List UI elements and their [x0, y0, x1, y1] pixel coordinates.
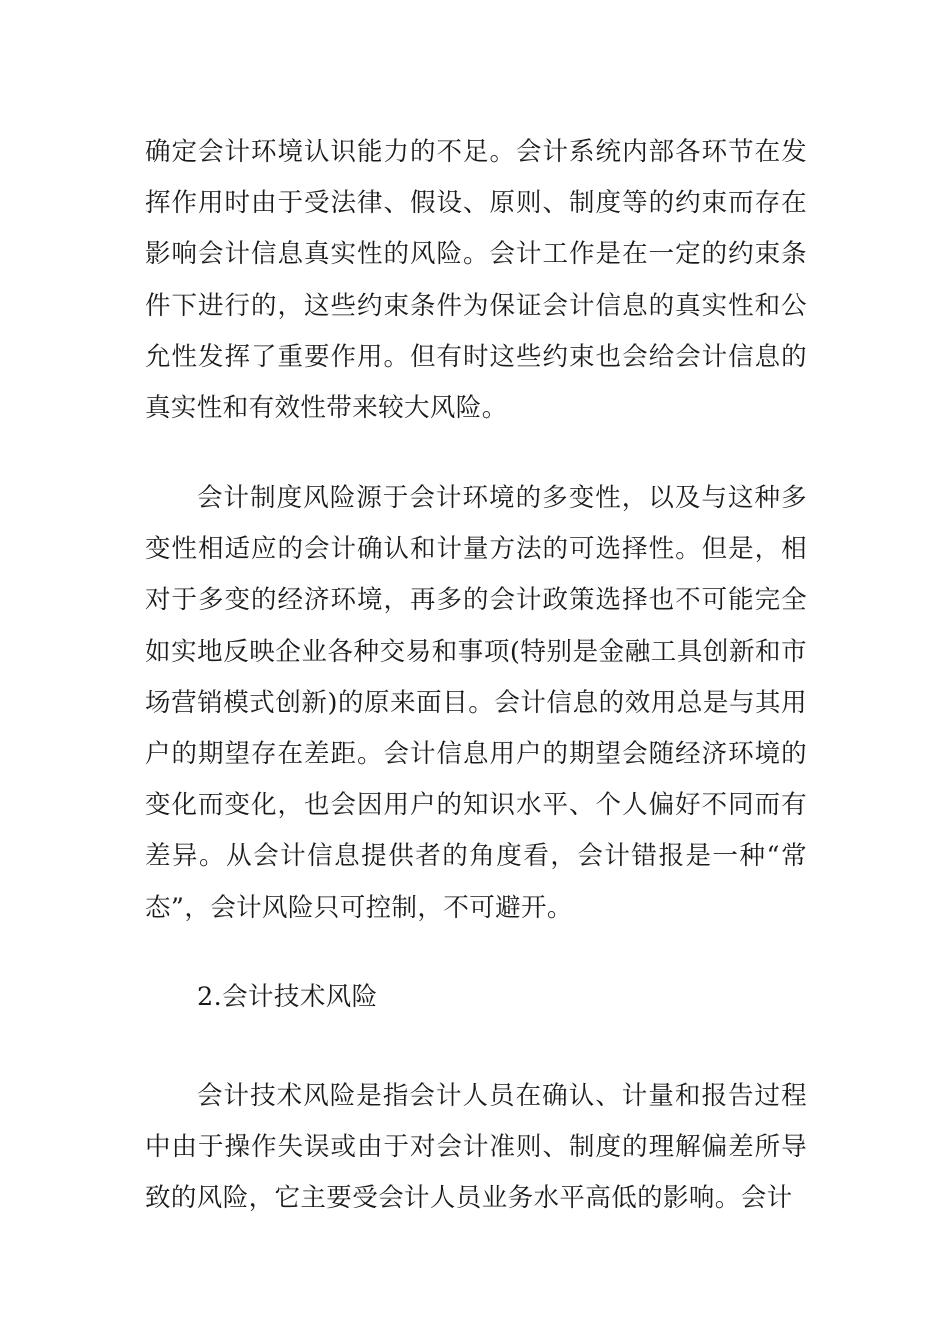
paragraph-accounting-system-risk: 会计制度风险源于会计环境的多变性，以及与这种多变性相适应的会计确认和计量方法的可选择性。但是，相对于多变的经济环境，再多的会计政策选择也不可能完全如实地反映企业各种交易和事项(特别是金融工具创新和市场营销模式创新)的原来面目。会计信息的效用总是与其用户的期望存在差距。会计信息用户的期望会随经济环境的变化而变化，也会因用户的知识水平、个人偏好不同而有差异。从会计信息提供者的角度看，会计错报是一种“常态”，会计风险只可控制，不可避开。 [145, 483, 807, 923]
paragraph-continuation: 确定会计环境认识能力的不足。会计系统内部各环节在发挥作用时由于受法律、假设、原则、制度等的约束而存在影响会计信息真实性的风险。会计工作是在一定的约束条件下进行的，这些约束条件为保证会计信息的真实性和公允性发挥了重要作用。但有时这些约束也会给会计信息的真实性和有效性带来较大风险。 [145, 137, 807, 424]
section-heading-technical-risk: 2.会计技术风险 [197, 982, 378, 1012]
paragraph-technical-risk: 会计技术风险是指会计人员在确认、计量和报告过程中由于操作失误或由于对会计准则、制度的理解偏差所导致的风险，它主要受会计人员业务水平高低的影响。会计 [145, 1081, 807, 1214]
